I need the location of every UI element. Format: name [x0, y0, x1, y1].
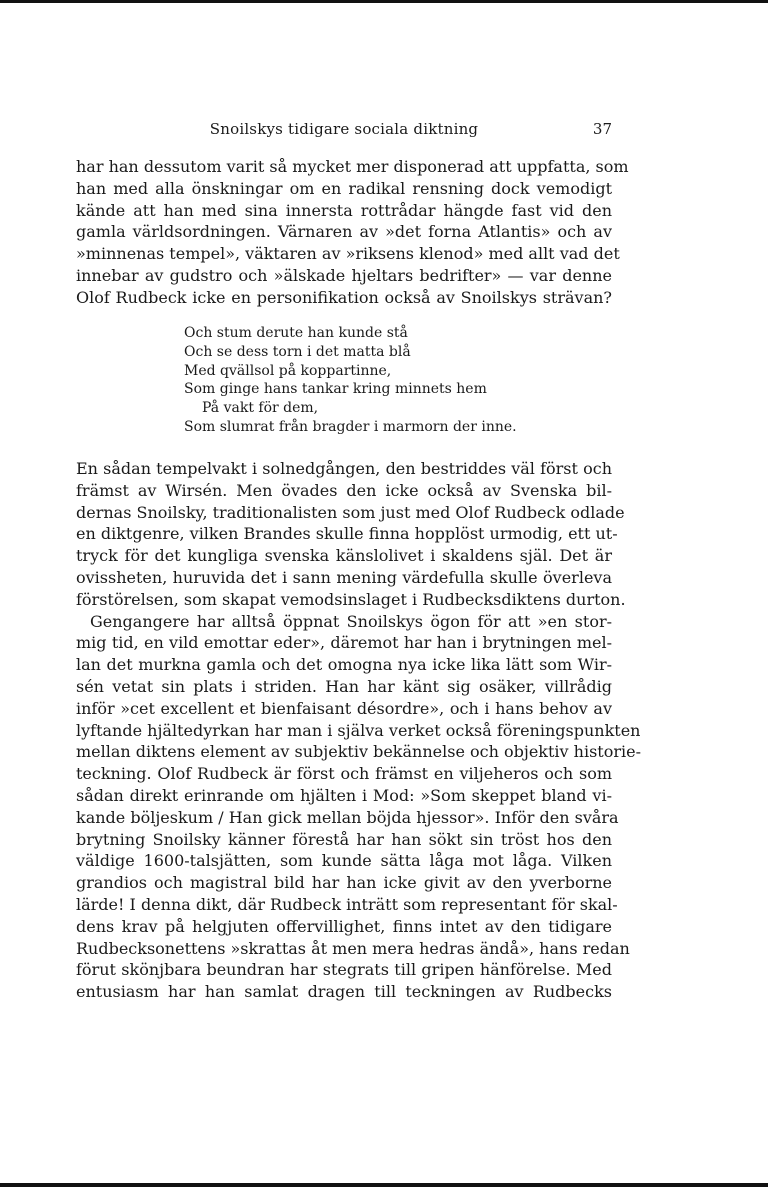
text-line: lan det murkna gamla och det omogna nya icke lika lätt som Wir-	[76, 655, 612, 675]
text-line: Rudbecksonettens »skrattas åt men mera hedras ändå», hans redan	[76, 938, 630, 958]
paragraph-2	[76, 458, 641, 1003]
text-line: inför »cet excellent et bienfaisant désordre», och i hans behov av	[76, 698, 612, 718]
poem-line: Som ginge hans tankar kring minnets hem	[184, 381, 487, 398]
text-line: »minnenas tempel», väktaren av »riksens klenod» med allt vad det	[76, 244, 620, 264]
text-line: har han dessutom varit så mycket mer disponerad att uppfatta, som	[76, 157, 629, 176]
text-line: teckning. Olof Rudbeck är först och främst en viljeheros och som	[76, 764, 612, 784]
poem-line: Och se dess torn i det matta blå	[184, 343, 411, 360]
poem-line: På vakt för dem,	[202, 400, 319, 417]
text-line: lyftande hjältedyrkan har man i själva verket också föreningspunkten	[76, 720, 641, 740]
text-line: dernas Snoilsky, traditionalisten som just med Olof Rudbeck odlade	[76, 502, 625, 522]
running-title: Snoilskys tidigare sociala diktning	[209, 120, 479, 138]
text-line: sådan direkt erinrande om hjälten i Mod: »Som skeppet bland vi-	[76, 785, 612, 805]
text-line: väldige 1600-talsjätten, som kunde sätta låga mot låga. Vilken	[76, 851, 612, 871]
text-line: mig tid, en vild emottar eder», däremot har han i brytningen mel-	[76, 633, 612, 653]
text-line: entusiasm har han samlat dragen till teckningen av Rudbecks	[76, 982, 612, 1002]
text-line: han med alla önskningar om en radikal rensning dock vemodigt	[76, 178, 612, 198]
paragraph-1	[76, 156, 629, 309]
text-line: innebar av gudstro och »älskade hjeltars bedrifter» — var denne	[76, 265, 612, 285]
text-line: dens krav på helgjuten offervillighet, finns intet av den tidigare	[76, 916, 612, 936]
text-line: förut skönjbara beundran har stegrats till gripen hänförelse. Med	[76, 960, 612, 980]
scan-edge-bottom	[0, 1183, 768, 1187]
text-line: mellan diktens element av subjektiv bekännelse och objektiv historie-	[76, 742, 641, 762]
text-line: En sådan tempelvakt i solnedgången, den bestriddes väl först och	[76, 459, 612, 478]
text-line: en diktgenre, vilken Brandes skulle finna hopplöst urmodig, ett ut-	[76, 524, 618, 544]
text-line: kände att han med sina innersta rottrådar hängde fast vid den	[76, 200, 612, 220]
poem-line: Som slumrat från bragder i marmorn der inne.	[184, 418, 517, 435]
text-line: tryck för det kungliga svenska känslolivet i skaldens själ. Det är	[76, 546, 612, 566]
text-line: kande böljeskum / Han gick mellan böjda hjessor». Inför den svåra	[76, 807, 619, 827]
scan-edge-top	[0, 0, 768, 3]
text-line: grandios och magistral bild har han icke givit av den yverborne	[76, 873, 612, 893]
poem-quotation	[184, 324, 584, 437]
text-line: ovissheten, huruvida det i sann mening värdefulla skulle överleva	[76, 567, 612, 587]
page-number: 37	[592, 120, 612, 138]
text-line: Olof Rudbeck icke en personifikation också av Snoilskys strävan?	[76, 287, 612, 307]
text-line: brytning Snoilsky känner förestå har han sökt sin tröst hos den	[76, 829, 612, 849]
text-line: Gengangere har alltså öppnat Snoilskys ögon för att »en stor-	[90, 611, 612, 631]
text-line: gamla världsordningen. Värnaren av »det forna Atlantis» och av	[76, 222, 612, 242]
text-line: sén vetat sin plats i striden. Han har känt sig osäker, villrådig	[76, 676, 612, 696]
text-line: främst av Wirsén. Men övades den icke också av Svenska bil-	[76, 480, 612, 500]
text-line: lärde! I denna dikt, där Rudbeck inträtt som representant för skal-	[76, 894, 618, 914]
text-line: förstörelsen, som skapat vemodsinslaget i Rudbecksdiktens durton.	[76, 589, 626, 609]
poem-line: Och stum derute han kunde stå	[184, 325, 408, 341]
poem-line: Med qvällsol på koppartinne,	[184, 362, 392, 379]
page-header	[76, 120, 612, 142]
